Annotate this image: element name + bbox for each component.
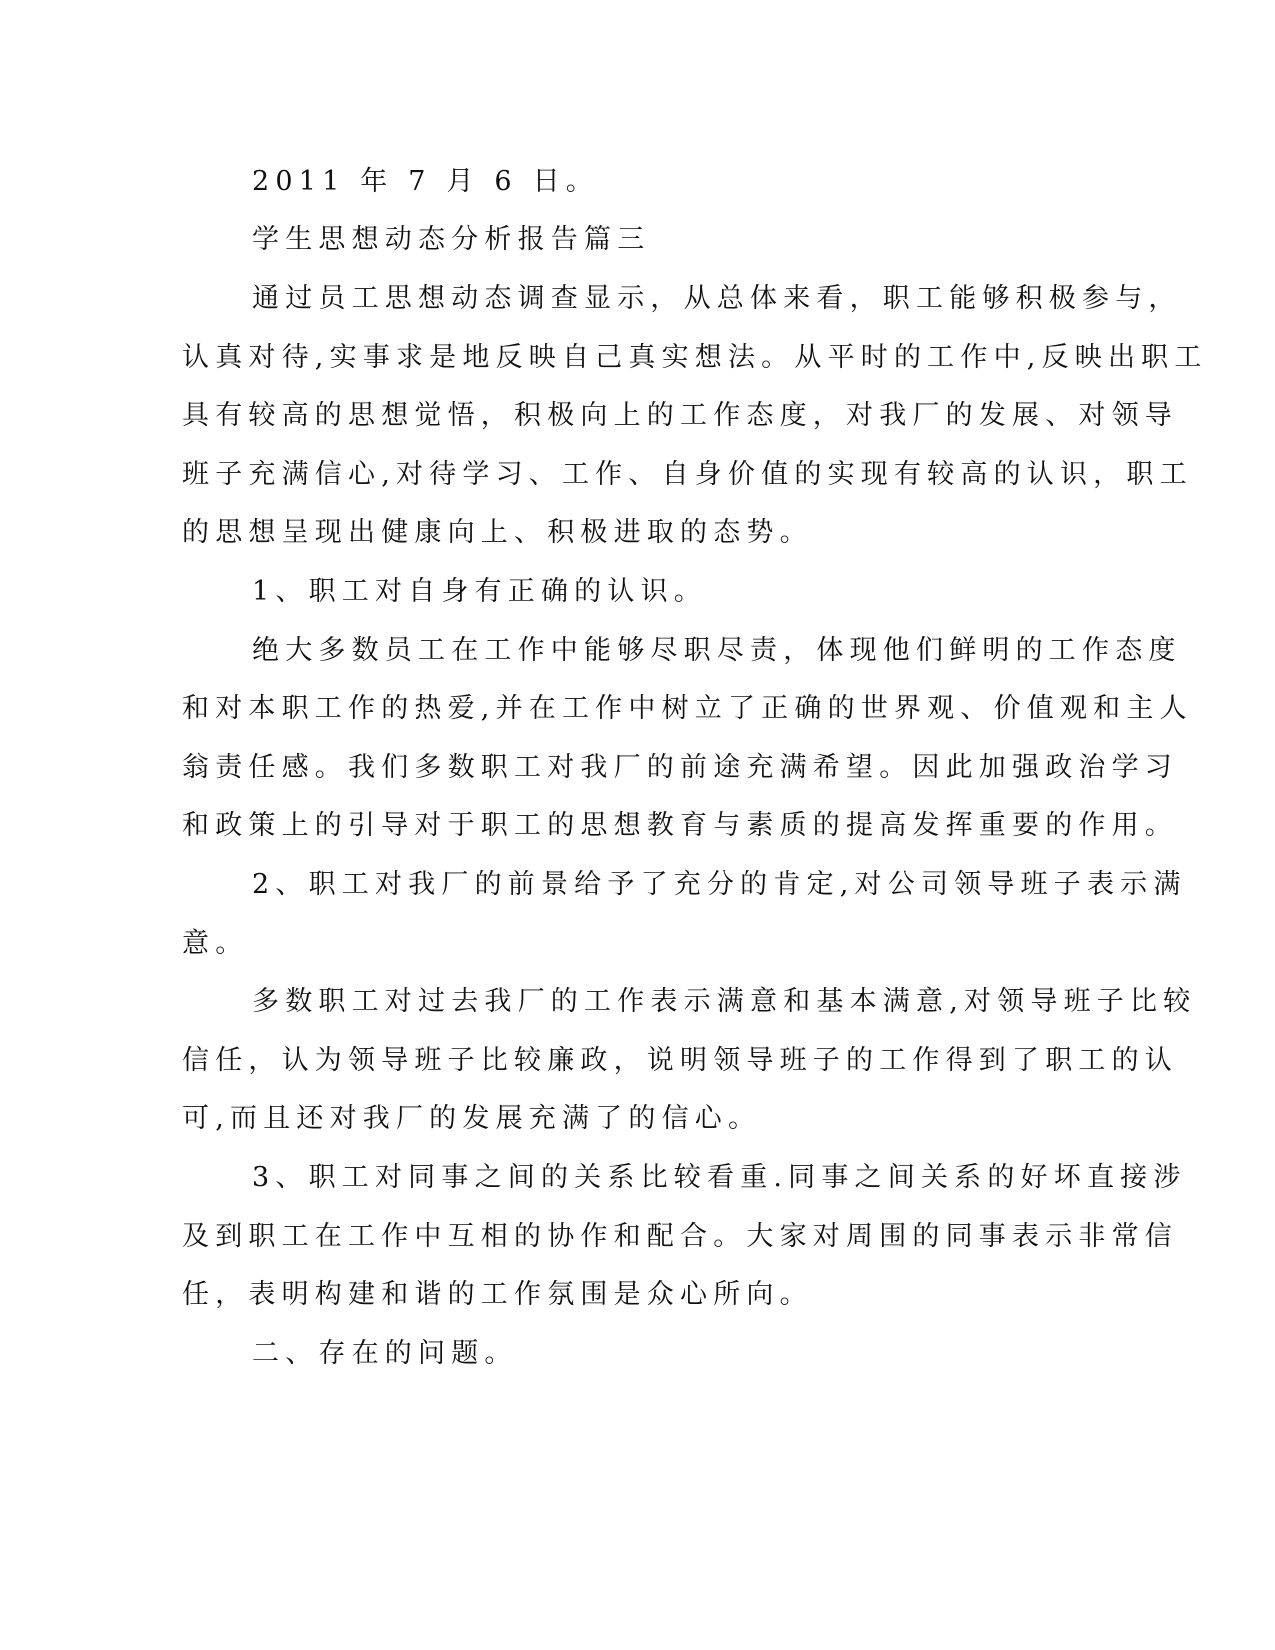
paragraph-line: 及到职工在工作中互相的协作和配合。大家对周围的同事表示非常信 bbox=[182, 1221, 1178, 1252]
paragraph-line: 和对本职工作的热爱,并在工作中树立了正确的世界观、价值观和主人 bbox=[182, 693, 1193, 724]
paragraph-line: 认真对待,实事求是地反映自己真实想法。从平时的工作中,反映出职工 bbox=[182, 342, 1208, 373]
paragraph-line: 信任，认为领导班子比较廉政，说明领导班子的工作得到了职工的认 bbox=[182, 1045, 1178, 1076]
paragraph-line: 多数职工对过去我厂的工作表示满意和基本满意,对领导班子比较 bbox=[252, 986, 1197, 1017]
list-item-heading: 1、职工对自身有正确的认识。 bbox=[252, 576, 707, 607]
paragraph-line: 的思想呈现出健康向上、积极进取的态势。 bbox=[182, 517, 813, 548]
date-line: 2011 年 7 月 6 日。 bbox=[252, 166, 599, 197]
section-heading: 二、存在的问题。 bbox=[252, 1338, 518, 1369]
paragraph-line: 绝大多数员工在工作中能够尽职尽责，体现他们鲜明的工作态度 bbox=[252, 635, 1182, 666]
paragraph-line: 和政策上的引导对于职工的思想教育与素质的提高发挥重要的作用。 bbox=[182, 810, 1178, 841]
paragraph-line: 通过员工思想动态调查显示，从总体来看，职工能够积极参与， bbox=[252, 283, 1182, 314]
paragraph-line: 具有较高的思想觉悟，积极向上的工作态度，对我厂的发展、对领导 bbox=[182, 400, 1178, 431]
list-item-heading: 2、职工对我厂的前景给予了充分的肯定,对公司领导班子表示满 bbox=[252, 869, 1187, 900]
paragraph-line: 班子充满信心,对待学习、工作、自身价值的实现有较高的认识，职工 bbox=[182, 459, 1193, 490]
section-title: 学生思想动态分析报告篇三 bbox=[252, 224, 651, 255]
paragraph-line: 意。 bbox=[182, 928, 249, 959]
paragraph-line: 可,而且还对我厂的发展充满了的信心。 bbox=[182, 1103, 762, 1134]
paragraph-line: 翁责任感。我们多数职工对我厂的前途充满希望。因此加强政治学习 bbox=[182, 752, 1178, 783]
list-item-heading: 3、职工对同事之间的关系比较看重.同事之间关系的好坏直接涉 bbox=[252, 1162, 1187, 1193]
paragraph-line: 任，表明构建和谐的工作氛围是众心所向。 bbox=[182, 1279, 813, 1310]
